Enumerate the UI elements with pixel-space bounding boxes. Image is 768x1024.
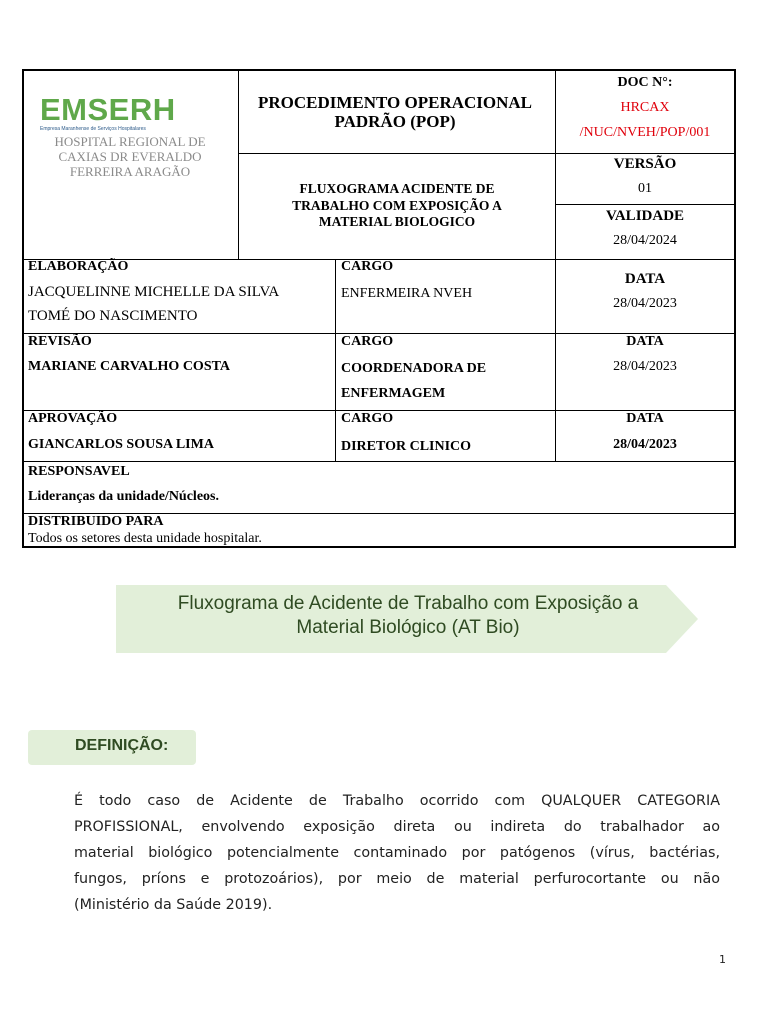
elaboracao-cargo-value: ENFERMEIRA NVEH xyxy=(341,286,473,301)
aprovacao-cargo-label: CARGO xyxy=(341,411,394,426)
banner-title-line2: Material Biológico (AT Bio) xyxy=(296,617,520,638)
definicao-line: PROFISSIONAL, envolvendo exposição direta ou indireta do trabalhador ao xyxy=(74,819,720,835)
elaboracao-name-line1: JACQUELINNE MICHELLE DA SILVA xyxy=(28,284,280,300)
elaboracao-name-line2: TOMÉ DO NASCIMENTO xyxy=(28,308,198,324)
doc-number-label: DOC N°: xyxy=(617,75,673,90)
page-number: 1 xyxy=(719,953,726,966)
elaboracao-data-value: 28/04/2023 xyxy=(613,296,677,311)
definicao-line: É todo caso de Acidente de Trabalho ocorrido com QUALQUER CATEGORIA xyxy=(74,793,720,809)
responsavel-value: Lideranças da unidade/Núcleos. xyxy=(28,489,219,504)
aprovacao-label: APROVAÇÃO xyxy=(28,411,118,426)
validade-label: VALIDADE xyxy=(605,208,685,224)
doc-number-line1: HRCAX xyxy=(620,100,670,115)
definicao-paragraph xyxy=(74,788,720,918)
aprovacao-data-label: DATA xyxy=(626,411,664,426)
versao-value: 01 xyxy=(638,181,652,196)
logo-tagline: Empresa Maranhense de Serviços Hospitalares xyxy=(40,126,146,132)
revisao-cargo-line2: ENFERMAGEM xyxy=(341,386,446,401)
elaboracao-cargo-label: CARGO xyxy=(341,259,394,274)
elaboracao-data-label: DATA xyxy=(624,271,666,287)
divider xyxy=(335,259,336,461)
versao-label: VERSÃO xyxy=(613,156,677,172)
definicao-line: (Ministério da Saúde 2019). xyxy=(74,897,273,913)
definicao-label: DEFINIÇÃO: xyxy=(75,737,169,754)
revisao-label: REVISÃO xyxy=(28,334,92,349)
logo-wordmark: EMSERH xyxy=(40,92,176,127)
divider xyxy=(555,204,734,205)
document-title: PROCEDIMENTO OPERACIONAL PADRÃO (POP) xyxy=(257,93,533,131)
definicao-line: material biológico potencialmente contaminado por patógenos (vírus, bactérias, xyxy=(74,845,720,861)
doc-number-line2: /NUC/NVEH/POP/001 xyxy=(579,125,711,140)
distribuido-value: Todos os setores desta unidade hospitalar. xyxy=(28,531,262,546)
emserh-logo xyxy=(40,94,200,132)
revisao-data-value: 28/04/2023 xyxy=(613,359,677,374)
revisao-data-label: DATA xyxy=(626,334,664,349)
document-subtitle: FLUXOGRAMA ACIDENTE DE TRABALHO COM EXPOSIÇÃO A MATERIAL BIOLOGICO xyxy=(292,181,502,229)
hospital-name: HOSPITAL REGIONAL DE CAXIAS DR EVERALDO FERREIRA ARAGÃO xyxy=(54,134,206,179)
elaboracao-label: ELABORAÇÃO xyxy=(28,259,129,274)
divider xyxy=(238,153,734,154)
revisao-cargo-label: CARGO xyxy=(341,334,394,349)
distribuido-label: DISTRIBUIDO PARA xyxy=(28,514,164,529)
divider xyxy=(24,461,734,462)
responsavel-label: RESPONSAVEL xyxy=(28,464,130,479)
banner-title-line1: Fluxograma de Acidente de Trabalho com Exposição a xyxy=(177,593,639,614)
revisao-cargo-line1: COORDENADORA DE xyxy=(341,361,487,376)
validade-value: 28/04/2024 xyxy=(613,233,677,248)
revisao-name: MARIANE CARVALHO COSTA xyxy=(28,359,231,374)
aprovacao-data-value: 28/04/2023 xyxy=(613,437,677,452)
aprovacao-name: GIANCARLOS SOUSA LIMA xyxy=(28,437,214,452)
aprovacao-cargo-value: DIRETOR CLINICO xyxy=(341,439,472,454)
definicao-line: fungos, príons e protozoários), por meio de material perfurocortante ou não xyxy=(74,871,720,887)
divider xyxy=(238,71,239,259)
